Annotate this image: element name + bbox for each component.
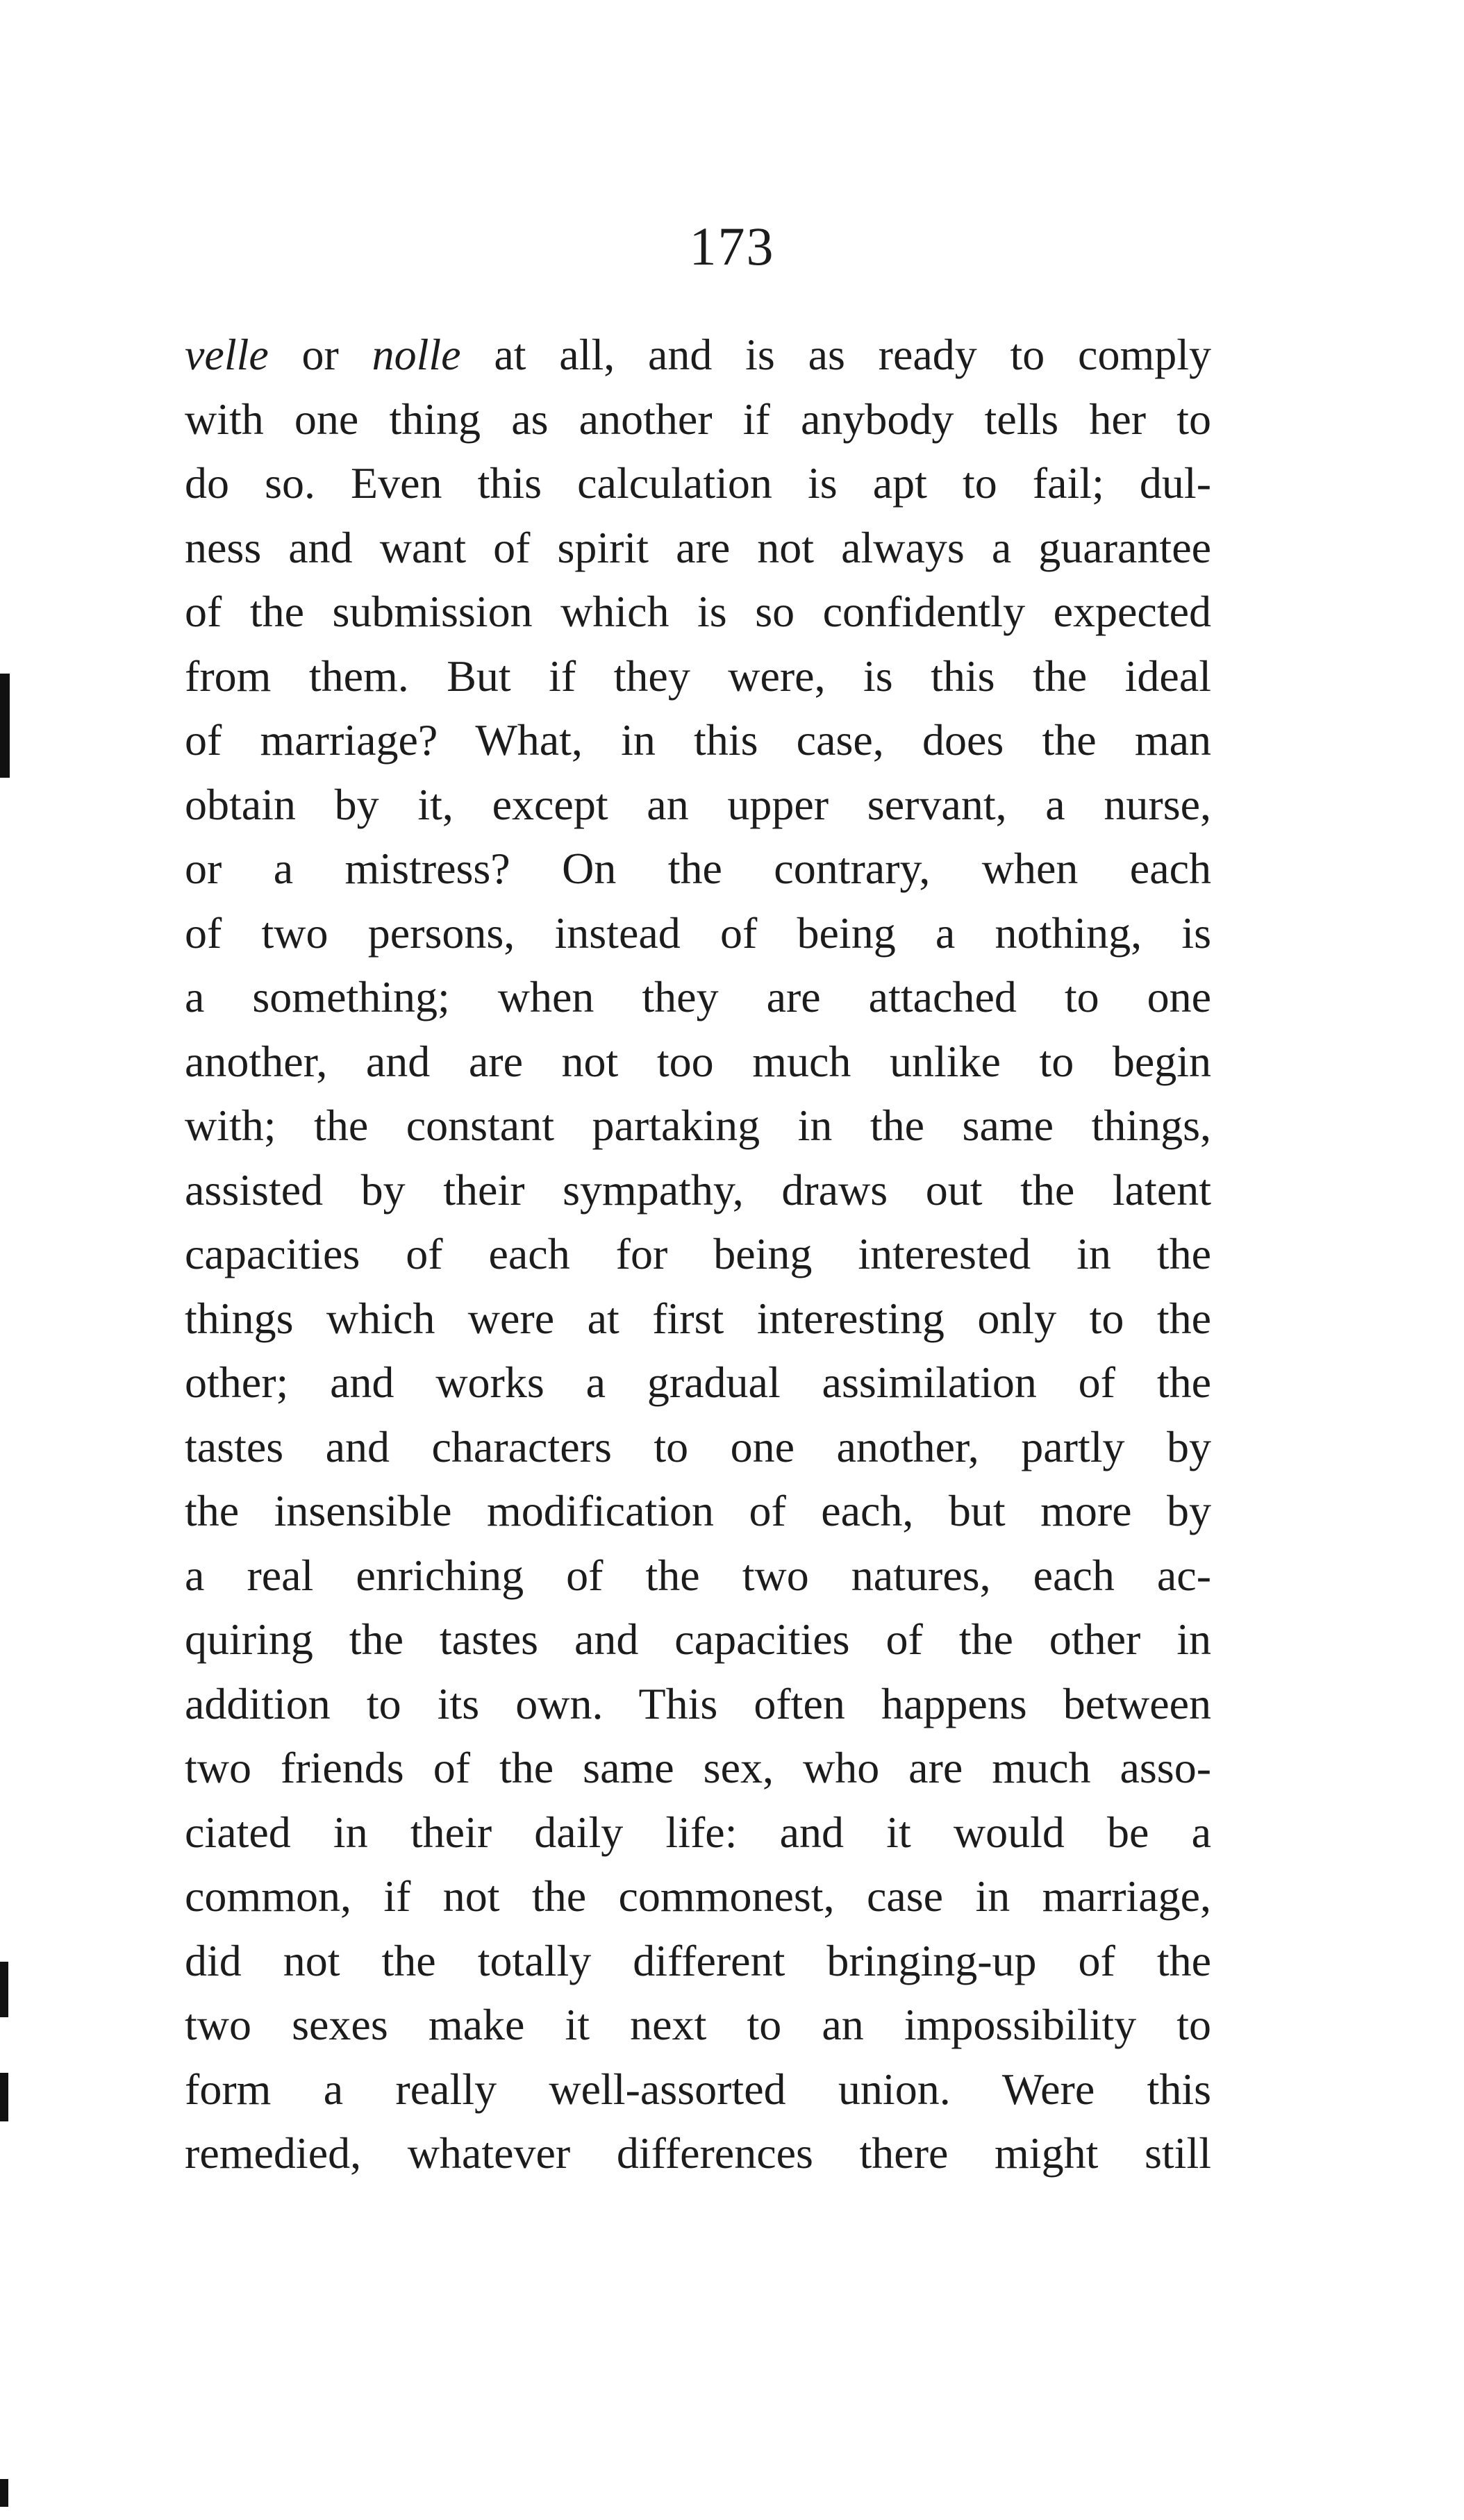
italic-word: nolle xyxy=(372,330,461,379)
text-line: assisted by their sympathy, draws out the latent xyxy=(185,1165,1211,1215)
text-line: common, if not the commonest, case in marriage, xyxy=(185,1871,1211,1921)
text-line: another, and are not too much unlike to begin xyxy=(185,1036,1211,1086)
text-line: the insensible modification of each, but more by xyxy=(185,1486,1211,1535)
scan-mark xyxy=(0,2073,8,2121)
text-line: or a mistress? On the contrary, when each xyxy=(185,844,1211,893)
text-line: quiring the tastes and capacities of the other in xyxy=(185,1614,1211,1664)
text-line: capacities of each for being interested in the xyxy=(185,1229,1211,1278)
text-line: other; and works a gradual assimilation of the xyxy=(185,1358,1211,1407)
text-line: remedied, whatever differences there might still xyxy=(185,2128,1211,2178)
text-line: from them. But if they were, is this the ideal xyxy=(185,651,1211,701)
text-line: tastes and characters to one another, partly by xyxy=(185,1421,1211,1471)
text-fragment: at all, and is as ready to comply xyxy=(460,330,1211,379)
text-line: things which were at first interesting only to the xyxy=(185,1293,1211,1343)
text-line: did not the totally different bringing-up of the xyxy=(185,1935,1211,1985)
text-line: a something; when they are attached to one xyxy=(185,972,1211,1021)
text-line: ness and want of spirit are not always a guarantee xyxy=(185,522,1211,572)
text-line: of the submission which is so confidently expected xyxy=(185,587,1211,636)
text-line: two sexes make it next to an impossibility to xyxy=(185,2000,1211,2049)
page-number: 173 xyxy=(689,216,775,276)
scan-mark xyxy=(0,674,10,778)
text-line: of marriage? What, in this case, does the man xyxy=(185,715,1211,765)
italic-word: velle xyxy=(185,330,269,379)
body-text xyxy=(185,323,1211,2186)
scan-mark xyxy=(0,1962,8,2017)
text-line: obtain by it, except an upper servant, a nurse, xyxy=(185,779,1211,829)
text-line: with; the constant partaking in the same things, xyxy=(185,1101,1211,1150)
text-line: ciated in their daily life: and it would be a xyxy=(185,1807,1211,1857)
text-line: do so. Even this calculation is apt to fail; dul- xyxy=(185,458,1211,508)
text-fragment: or xyxy=(268,330,372,379)
text-line: with one thing as another if anybody tells her to xyxy=(185,394,1211,444)
text-line xyxy=(185,323,1211,387)
text-line: two friends of the same sex, who are much asso- xyxy=(185,1743,1211,1792)
scan-mark xyxy=(0,2479,8,2507)
text-line: addition to its own. This often happens between xyxy=(185,1678,1211,1728)
text-line: a real enriching of the two natures, each ac- xyxy=(185,1550,1211,1600)
text-line: form a really well-assorted union. Were this xyxy=(185,2064,1211,2114)
text-line: of two persons, instead of being a nothing, is xyxy=(185,908,1211,958)
